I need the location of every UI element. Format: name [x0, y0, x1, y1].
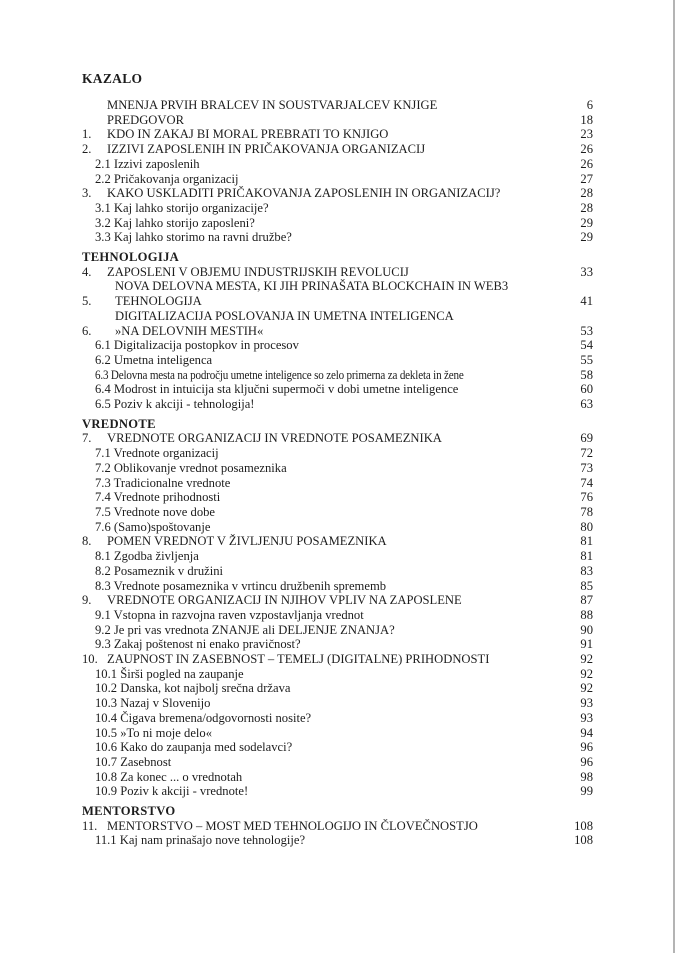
toc-entry-line: 2.2 Pričakovanja organizacij	[95, 171, 239, 186]
toc-entry-title	[95, 382, 561, 397]
toc-entry-title	[107, 534, 561, 549]
toc-entry-page-number: 18	[580, 112, 593, 127]
toc-entry-line: 3.2 Kaj lahko storijo zaposleni?	[95, 215, 255, 230]
toc-entry-title	[95, 446, 561, 461]
toc-entry-page-number: 74	[580, 475, 593, 490]
toc-row	[82, 770, 593, 785]
toc-entry-line: 10.4 Čigava bremena/odgovornosti nosite?	[95, 710, 312, 725]
toc-row	[82, 667, 593, 682]
toc-entry-number: 2.	[82, 142, 92, 157]
toc-row	[82, 353, 593, 368]
toc-entry-page-number: 26	[580, 142, 593, 157]
toc-entry-page-number: 99	[580, 784, 593, 799]
toc-entry-line: 6.2 Umetna inteligenca	[95, 352, 213, 367]
toc-entry-title	[95, 397, 561, 412]
toc-entry-line: 3.1 Kaj lahko storijo organizacije?	[95, 200, 269, 215]
toc-entry-title	[95, 368, 561, 383]
toc-entry-title	[107, 431, 561, 446]
toc-entry-title	[82, 417, 593, 432]
toc-entry-title	[107, 113, 561, 128]
toc-entry-page-number: 91	[580, 637, 593, 652]
toc-entry-page-number: 78	[580, 504, 593, 519]
toc-entry-line: MENTORSTVO	[82, 804, 176, 819]
toc-row	[82, 417, 593, 432]
toc-entry-page-number: 28	[580, 186, 593, 201]
toc-entry-title	[115, 279, 561, 308]
toc-entry-page-number: 93	[580, 710, 593, 725]
toc-entry-page-number: 28	[580, 200, 593, 215]
toc-entry-page-number: 96	[580, 740, 593, 755]
toc-entry-title	[95, 740, 561, 755]
toc-row	[82, 461, 593, 476]
toc-row	[82, 534, 593, 549]
toc-entry-page-number: 90	[580, 622, 593, 637]
toc-entry-line: 10.5 »To ni moje delo«	[95, 725, 212, 740]
toc-entry-line: ZAUPNOST IN ZASEBNOST – TEMELJ (DIGITALNE) PRIHODNOSTI	[107, 652, 490, 667]
toc-entry-page-number: 76	[580, 490, 593, 505]
toc-entry-title	[95, 353, 561, 368]
toc-entry-line: 10.6 Kako do zaupanja med sodelavci?	[95, 740, 293, 755]
toc-row	[82, 431, 593, 446]
toc-row	[82, 113, 593, 128]
toc-entry-title	[95, 564, 561, 579]
toc-entry-line: TEHNOLOGIJA	[82, 250, 180, 265]
toc-row	[82, 696, 593, 711]
toc-entry-title	[95, 726, 561, 741]
toc-entry-line: VREDNOTE ORGANIZACIJ IN NJIHOV VPLIV NA ZAPOSLENE	[107, 593, 462, 608]
toc-entry-line: MNENJA PRVIH BRALCEV IN SOUSTVARJALCEV KNJIGE	[107, 98, 438, 112]
toc-row	[82, 309, 593, 338]
toc-entry-title	[107, 127, 561, 142]
toc-entry-line: 8.1 Zgodba življenja	[95, 549, 199, 564]
toc-entry-title	[95, 461, 561, 476]
toc-row	[82, 201, 593, 216]
toc-entry-title	[95, 608, 561, 623]
toc-entry-page-number: 73	[580, 460, 593, 475]
toc-entry-page-number: 29	[580, 215, 593, 230]
toc-entry-line: 6.3 Delovna mesta na področju umetne inteligence so zelo primerna za dekleta in žene	[95, 367, 464, 382]
toc-entry-page-number: 58	[580, 367, 593, 382]
toc-entry-line: VREDNOTE ORGANIZACIJ IN VREDNOTE POSAMEZNIKA	[107, 431, 442, 446]
toc-entry-line: TEHNOLOGIJA	[115, 294, 202, 309]
toc-entry-title	[107, 98, 561, 113]
toc-row	[82, 230, 593, 245]
toc-row	[82, 127, 593, 142]
toc-row	[82, 382, 593, 397]
toc-row	[82, 490, 593, 505]
toc-row	[82, 819, 593, 834]
toc-row	[82, 740, 593, 755]
toc-entry-line: 10.1 Širši pogled na zaupanje	[95, 666, 244, 681]
toc-row	[82, 784, 593, 799]
toc-row	[82, 216, 593, 231]
toc-row	[82, 98, 593, 113]
toc-row	[82, 755, 593, 770]
toc-entry-page-number: 80	[580, 519, 593, 534]
toc-entry-page-number: 88	[580, 607, 593, 622]
toc-row	[82, 368, 593, 383]
toc-row	[82, 833, 593, 848]
toc-row	[82, 279, 593, 308]
toc-entry-title	[107, 142, 561, 157]
toc-row	[82, 338, 593, 353]
toc-entry-line: 6.5 Poziv k akciji - tehnologija!	[95, 397, 255, 412]
toc-entry-page-number: 93	[580, 696, 593, 711]
toc-entry-page-number: 96	[580, 754, 593, 769]
toc-entry-page-number: 72	[580, 446, 593, 461]
toc-entry-page-number: 85	[580, 578, 593, 593]
toc-entry-page-number: 108	[574, 833, 593, 848]
toc-entry-number: 1.	[82, 127, 92, 142]
toc-entry-line: KAKO USKLADITI PRIČAKOVANJA ZAPOSLENIH IN ORGANIZACIJ?	[107, 186, 501, 201]
toc-entry-page-number: 92	[580, 652, 593, 667]
toc-entry-number: 6.	[82, 323, 92, 338]
toc-entry-title	[95, 520, 561, 535]
toc-entry-number: 10.	[82, 652, 98, 667]
toc-entry-line: 7.2 Oblikovanje vrednot posameznika	[95, 460, 287, 475]
toc-entry-title	[95, 549, 561, 564]
toc-entry-number: 4.	[82, 264, 92, 279]
toc-entry-number: 5.	[82, 294, 92, 309]
toc-entry-page-number: 108	[574, 818, 593, 833]
toc-row	[82, 623, 593, 638]
toc-entry-title	[95, 490, 561, 505]
toc-entry-page-number: 69	[580, 431, 593, 446]
toc-entry-page-number: 54	[580, 338, 593, 353]
toc-entry-line: 7.1 Vrednote organizacij	[95, 446, 219, 461]
toc-entry-line: 10.9 Poziv k akciji - vrednote!	[95, 784, 249, 799]
toc-row	[82, 711, 593, 726]
toc-entry-line: 11.1 Kaj nam prinašajo nove tehnologije?	[95, 833, 306, 848]
toc-entry-line: POMEN VREDNOT V ŽIVLJENJU POSAMEZNIKA	[107, 534, 387, 549]
toc-row	[82, 549, 593, 564]
toc-row	[82, 397, 593, 412]
toc-entry-line: »NA DELOVNIH MESTIH«	[115, 323, 264, 338]
toc-entry-number: 9.	[82, 593, 92, 608]
toc-entry-line: NOVA DELOVNA MESTA, KI JIH PRINAŠATA BLOCKCHAIN IN WEB3	[115, 279, 509, 294]
toc-entry-page-number: 98	[580, 769, 593, 784]
toc-row	[82, 476, 593, 491]
toc-entry-line: 7.6 (Samo)spoštovanje	[95, 519, 211, 534]
toc-entry-title	[82, 250, 593, 265]
toc-entry-line: 10.8 Za konec ... o vrednotah	[95, 769, 243, 784]
toc-entry-line: 9.1 Vstopna in razvojna raven vzpostavljanja vrednot	[95, 607, 364, 622]
toc-entry-title	[95, 667, 561, 682]
toc-row	[82, 172, 593, 187]
toc-entry-page-number: 55	[580, 352, 593, 367]
toc-entry-page-number: 87	[580, 593, 593, 608]
toc-row	[82, 250, 593, 265]
toc-entry-line: 9.3 Zakaj poštenost ni enako pravičnost?	[95, 637, 301, 652]
toc-row	[82, 265, 593, 280]
toc-row	[82, 579, 593, 594]
toc-row	[82, 681, 593, 696]
toc-entry-line: 6.4 Modrost in intuicija sta ključni supermoči v dobi umetne inteligence	[95, 382, 459, 397]
toc-entry-page-number: 60	[580, 382, 593, 397]
toc-entry-title	[107, 819, 561, 834]
toc-entry-page-number: 63	[580, 397, 593, 412]
toc-entry-line: 3.3 Kaj lahko storimo na ravni družbe?	[95, 230, 292, 245]
toc-entry-title	[95, 637, 561, 652]
toc-entry-line: 9.2 Je pri vas vrednota ZNANJE ali DELJENJE ZNANJA?	[95, 622, 395, 637]
toc-entry-title	[95, 784, 561, 799]
toc-row	[82, 505, 593, 520]
toc-row	[82, 608, 593, 623]
toc-entry-line: 7.3 Tradicionalne vrednote	[95, 475, 231, 490]
toc-entry-line: 7.5 Vrednote nove dobe	[95, 504, 216, 519]
toc-entry-title	[95, 157, 561, 172]
toc-row	[82, 142, 593, 157]
toc-entry-title	[95, 172, 561, 187]
toc-entry-title	[95, 338, 561, 353]
toc-row	[82, 593, 593, 608]
toc-entry-title	[95, 833, 561, 848]
toc-entry-page-number: 6	[586, 98, 593, 112]
toc-rows	[82, 98, 593, 848]
toc-entry-line: PREDGOVOR	[107, 112, 184, 127]
toc-entry-line: VREDNOTE	[82, 416, 156, 431]
toc-entry-line: 8.2 Posameznik v družini	[95, 563, 224, 578]
toc-row	[82, 637, 593, 652]
toc-entry-title	[95, 681, 561, 696]
toc-entry-line: KDO IN ZAKAJ BI MORAL PREBRATI TO KNJIGO	[107, 127, 389, 142]
toc-entry-line: 6.1 Digitalizacija postopkov in procesov	[95, 338, 299, 353]
toc-entry-page-number: 23	[580, 127, 593, 142]
toc-entry-title	[95, 711, 561, 726]
table-of-contents	[82, 71, 593, 848]
toc-entry-number: 8.	[82, 534, 92, 549]
toc-entry-title	[95, 476, 561, 491]
toc-entry-number: 11.	[82, 818, 98, 833]
toc-entry-number: 7.	[82, 431, 92, 446]
toc-entry-line: IZZIVI ZAPOSLENIH IN PRIČAKOVANJA ORGANIZACIJ	[107, 142, 426, 157]
toc-entry-page-number: 94	[580, 725, 593, 740]
toc-row	[82, 186, 593, 201]
toc-entry-page-number: 29	[580, 230, 593, 245]
toc-entry-page-number: 81	[580, 534, 593, 549]
toc-entry-title	[95, 623, 561, 638]
toc-row	[82, 520, 593, 535]
toc-entry-title	[95, 216, 561, 231]
toc-entry-page-number: 81	[580, 549, 593, 564]
toc-entry-page-number: 33	[580, 264, 593, 279]
toc-entry-title	[95, 505, 561, 520]
toc-entry-number: 3.	[82, 186, 92, 201]
toc-entry-title	[107, 265, 561, 280]
toc-entry-line: ZAPOSLENI V OBJEMU INDUSTRIJSKIH REVOLUCIJ	[107, 264, 409, 279]
toc-entry-page-number: 41	[580, 294, 593, 309]
toc-entry-title	[95, 770, 561, 785]
toc-entry-line: 10.3 Nazaj v Slovenijo	[95, 696, 211, 711]
toc-entry-title	[107, 186, 561, 201]
toc-entry-line: 8.3 Vrednote posameznika v vrtincu družbenih sprememb	[95, 578, 387, 593]
toc-entry-title	[107, 593, 561, 608]
toc-entry-title	[95, 230, 561, 245]
toc-row	[82, 446, 593, 461]
toc-entry-page-number: 92	[580, 681, 593, 696]
toc-entry-line: 7.4 Vrednote prihodnosti	[95, 490, 221, 505]
toc-entry-page-number: 83	[580, 563, 593, 578]
toc-row	[82, 726, 593, 741]
toc-entry-title	[82, 804, 593, 819]
toc-entry-line: 2.1 Izzivi zaposlenih	[95, 156, 200, 171]
toc-entry-title	[95, 696, 561, 711]
toc-entry-title	[95, 755, 561, 770]
toc-entry-title	[95, 579, 561, 594]
toc-entry-line: 10.2 Danska, kot najbolj srečna država	[95, 681, 291, 696]
toc-row	[82, 157, 593, 172]
toc-title: KAZALO	[82, 71, 143, 86]
toc-entry-title	[95, 201, 561, 216]
toc-row	[82, 652, 593, 667]
toc-entry-page-number: 26	[580, 156, 593, 171]
toc-entry-page-number: 92	[580, 666, 593, 681]
toc-row	[82, 804, 593, 819]
toc-entry-line: DIGITALIZACIJA POSLOVANJA IN UMETNA INTELIGENCA	[115, 308, 454, 323]
toc-entry-line: 10.7 Zasebnost	[95, 754, 172, 769]
toc-entry-page-number: 27	[580, 171, 593, 186]
scan-page-edge	[673, 0, 675, 953]
toc-row	[82, 564, 593, 579]
toc-entry-title	[115, 309, 561, 338]
toc-entry-line: MENTORSTVO – MOST MED TEHNOLOGIJO IN ČLOVEČNOSTJO	[107, 818, 478, 833]
toc-entry-page-number: 53	[580, 323, 593, 338]
toc-entry-title	[107, 652, 561, 667]
